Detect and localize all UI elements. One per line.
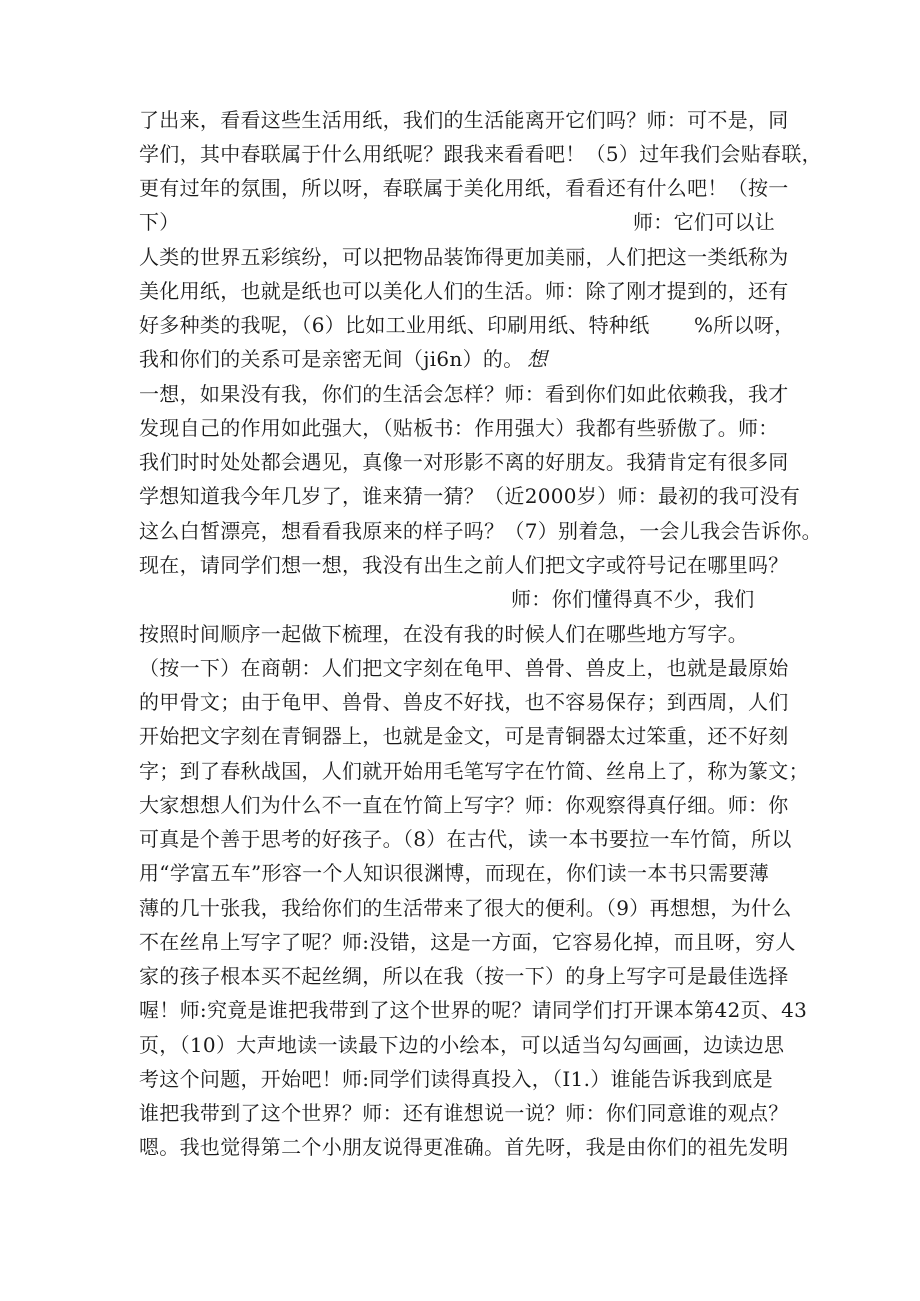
text-line: 学想知道我今年几岁了，谁来猜一猜？（近2000岁）师：最初的我可没有 xyxy=(139,484,801,508)
text-line: 学们，其中春联属于什么用纸呢？跟我来看看吧！（5）过年我们会贴春联， xyxy=(139,142,822,166)
text-line: 这么白皙漂亮，想看看我原来的样子吗？（7）别着急，一会儿我会告诉你。 xyxy=(139,519,822,543)
text-line: 现在，请同学们想一想，我没有出生之前人们把文字或符号记在哪里吗？ xyxy=(139,553,789,577)
text-line: 的甲骨文；由于龟甲、兽骨、兽皮不好找，也不容易保存；到西周，人们 xyxy=(139,690,789,714)
text-line: 了出来，看看这些生活用纸，我们的生活能离开它们吗？师：可不是，同 xyxy=(139,108,789,132)
text-line: 考这个问题，开始吧！师:同学们读得真投入，（I1.）谁能告诉我到底是 xyxy=(139,1067,773,1091)
text-line: 可真是个善于思考的好孩子。（8）在古代，读一本书要拉一车竹简，所以 xyxy=(139,827,792,851)
text-line: 按照时间顺序一起做下梳理，在没有我的时候人们在哪些地方写字。 xyxy=(139,622,748,646)
text-line: 我和你们的关系可是亲密无间（ji6n）的。 xyxy=(139,347,524,371)
text-line: %所以呀， xyxy=(694,313,795,337)
text-line: 薄的几十张我，我给你们的生活带来了很大的便利。（9）再想想，为什么 xyxy=(139,896,792,920)
text-line: 大家想想人们为什么不一直在竹简上写字？师：你观察得真仔细。师：你 xyxy=(139,793,789,817)
text-line: 页，（10）大声地读一读最下边的小绘本，可以适当勾勾画画，边读边思 xyxy=(139,1033,785,1057)
text-line: 想 xyxy=(527,347,548,371)
text-line: 不在丝帛上写字了呢？师:没错，这是一方面，它容易化掉，而且呀，穷人 xyxy=(139,930,796,954)
text-line: 发现自己的作用如此强大，（贴板书：作用强大）我都有些骄傲了。师： xyxy=(139,416,779,440)
text-line: 谁把我带到了这个世界？师：还有谁想说一说？师：你们同意谁的观点？ xyxy=(139,1101,789,1125)
text-line: （按一下）在商朝：人们把文字刻在龟甲、兽骨、兽皮上，也就是最原始 xyxy=(139,656,789,680)
text-line: 一想，如果没有我，你们的生活会怎样？师：看到你们如此依赖我，我才 xyxy=(139,382,789,406)
text-line: 嗯。我也觉得第二个小朋友说得更准确。首先呀，我是由你们的祖先发明 xyxy=(139,1135,789,1159)
text-line: 师：它们可以让 xyxy=(633,210,776,234)
text-line: 家的孩子根本买不起丝绸，所以在我（按一下）的身上写字可是最佳选择 xyxy=(139,964,789,988)
text-line: 用“学富五车”形容一个人知识很渊博，而现在，你们读一本书只需要薄 xyxy=(139,861,770,885)
text-line: 下） xyxy=(139,210,180,234)
text-line: 好多种类的我呢，（6）比如工业用纸、印刷用纸、特种纸 xyxy=(139,313,650,337)
text-line: 我们时时处处都会遇见，真像一对形影不离的好朋友。我猜肯定有很多同 xyxy=(139,450,789,474)
text-line: 字；到了春秋战国，人们就开始用毛笔写字在竹简、丝帛上了，称为篆文； xyxy=(139,759,809,783)
text-line: 美化用纸，也就是纸也可以美化人们的生活。师：除了刚才提到的，还有 xyxy=(139,279,789,303)
text-line: 开始把文字刻在青铜器上，也就是金文，可是青铜器太过笨重，还不好刻 xyxy=(139,724,789,748)
text-line: 更有过年的氛围，所以呀，春联属于美化用纸，看看还有什么吧！（按一 xyxy=(139,176,789,200)
text-line: 喔！师:究竟是谁把我带到了这个世界的呢？请同学们打开课本第42页、43 xyxy=(139,998,808,1022)
text-line: 师：你们懂得真不少，我们 xyxy=(511,587,755,611)
text-line: 人类的世界五彩缤纷，可以把物品装饰得更加美丽，人们把这一类纸称为 xyxy=(139,245,789,269)
